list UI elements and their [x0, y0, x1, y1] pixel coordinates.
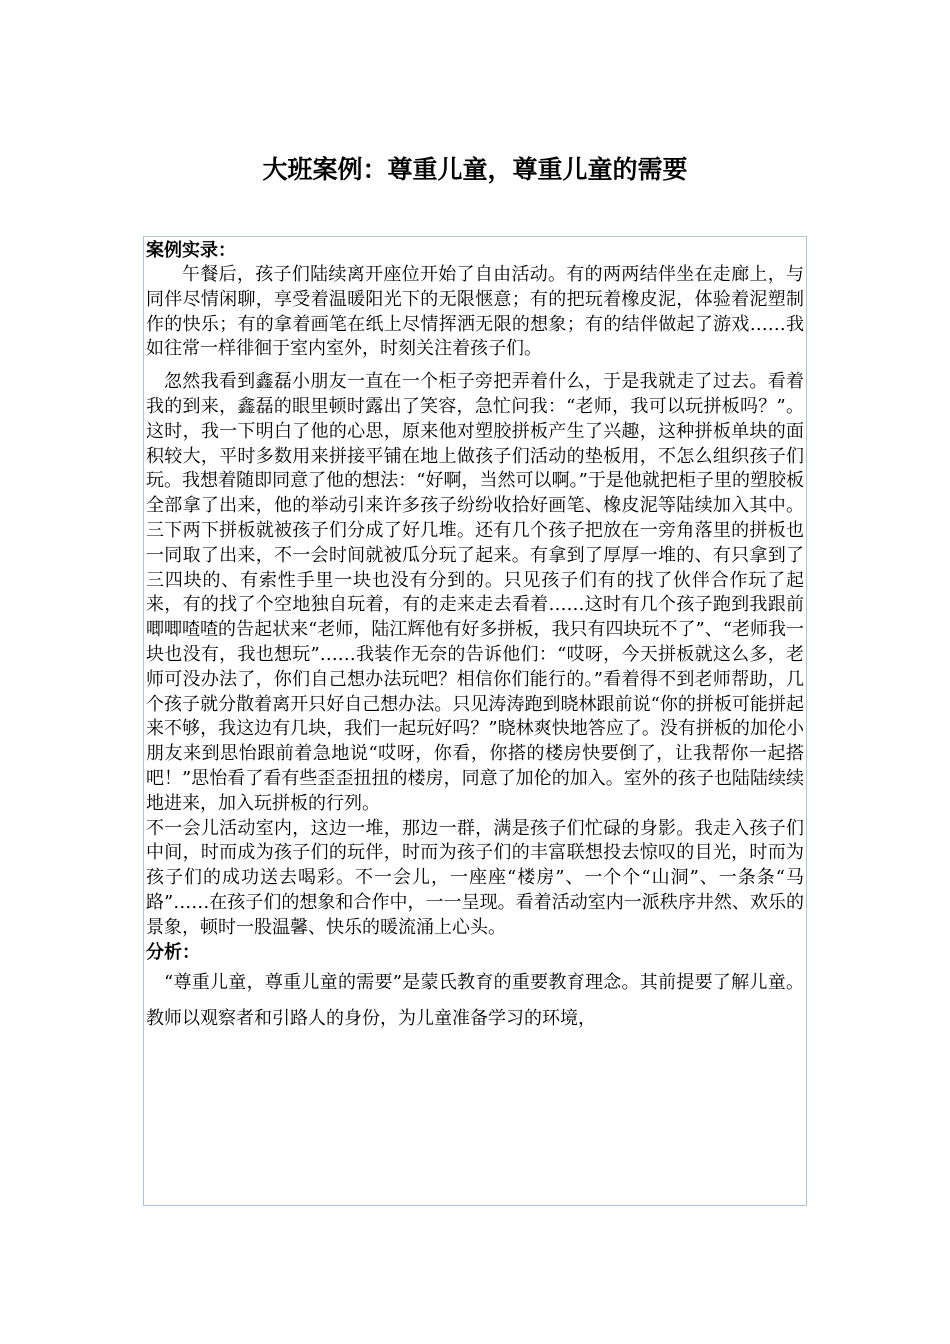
paragraph-lunch: 午餐后，孩子们陆续离开座位开始了自由活动。有的两两结伴坐在走廊上，与同伴尽情闲聊，享受着温暖阳光下的无限惬意；有的把玩着橡皮泥，体验着泥塑制作的快乐；有的拿着画笔在纸上尽情挥洒无限的想象；有的结伴做起了游戏……我如往常一样徘徊于室内室外，时刻关注着孩子们。: [146, 264, 804, 360]
paragraph-puzzle-board-text: 忽然我看到鑫磊小朋友一直在一个柜子旁把弄着什么，于是我就走了过去。看着我的到来，鑫磊的眼里顿时露出了笑容，急忙问我：“老师，我可以玩拼板吗？”。这时，我一下明白了他的心思，原来他对塑胶拼板产生了兴趣，这种拼板单块的面积较大，平时多数用来拼接平铺在地上做孩子们活动的垫板用，不怎么组织孩子们玩。我想着随即同意了他的想法：“好啊，当然可以啊。”于是他就把柜子里的塑胶板全部拿了出来，他的举动引来许多孩子纷纷收拾好画笔、橡皮泥等陆续加入其中。三下两下拼板就被孩子们分成了好几堆。还有几个孩子把放在一旁角落里的拼板也一同取了出来，不一会时间就被瓜分玩了起来。有拿到了厚厚一堆的、有只拿到了三四块的、有索性手里一块也没有分到的。只见孩子们有的找了伙伴合作玩了起来，有的找了个空地独自玩着，有的走来走去看着……这时有几个孩子跑到我跟前唧唧喳喳的告起状来“老师，陆江辉他有好多拼板，我只有四块玩不了”、“老师我一块也没有，我也想玩”……我装作无奈的告诉他们：“哎呀，今天拼板就这么多，老师可没办法了，你们自己想办法玩吧？相信你们能行的。”看着得不到老师帮助，几个孩子就分散着离开只好自己想办法。只见涛涛跑到晓林跟前说“你的拼板可能拼起来不够，我这边有几块，我们一起玩好吗？”晓林爽快地答应了。没有拼板的加伦小朋友来到思怡跟前着急地说“哎呀，你看，你搭的楼房快要倒了，让我帮你一起搭吧！”思怡看了看有些歪歪扭扭的楼房，同意了加伦的加入。室外的孩子也陆陆续续地进来，加入玩拼板的行列。: [146, 371, 804, 814]
section-heading-case-record: 案例实录：: [146, 240, 236, 261]
paragraph-puzzle-board: [146, 370, 804, 816]
paragraph-activity-room: 不一会儿活动室内，这边一堆，那边一群，满是孩子们忙碌的身影。我走入孩子们中间，时而成为孩子们的玩伴，时而为孩子们的丰富联想投去惊叹的目光，时而为孩子们的成功送去喝彩。不一会儿，一座座“楼房”、一个个“山洞”、一条条“马路”……在孩子们的想象和合作中，一一呈现。看着活动室内一派秩序井然、欢乐的景象，顿时一股温馨、快乐的暖流涌上心头。: [146, 817, 804, 938]
case-content-box: [143, 236, 807, 1206]
page-title: 大班案例：尊重儿童，尊重儿童的需要: [262, 155, 688, 184]
section-heading-analysis: 分析：: [146, 941, 200, 963]
paragraph-analysis: “尊重儿童，尊重儿童的需要”是蒙氏教育的重要教育理念。其前提要了解儿童。教师以观察者和引路人的身份，为儿童准备学习的环境，: [146, 971, 804, 1029]
